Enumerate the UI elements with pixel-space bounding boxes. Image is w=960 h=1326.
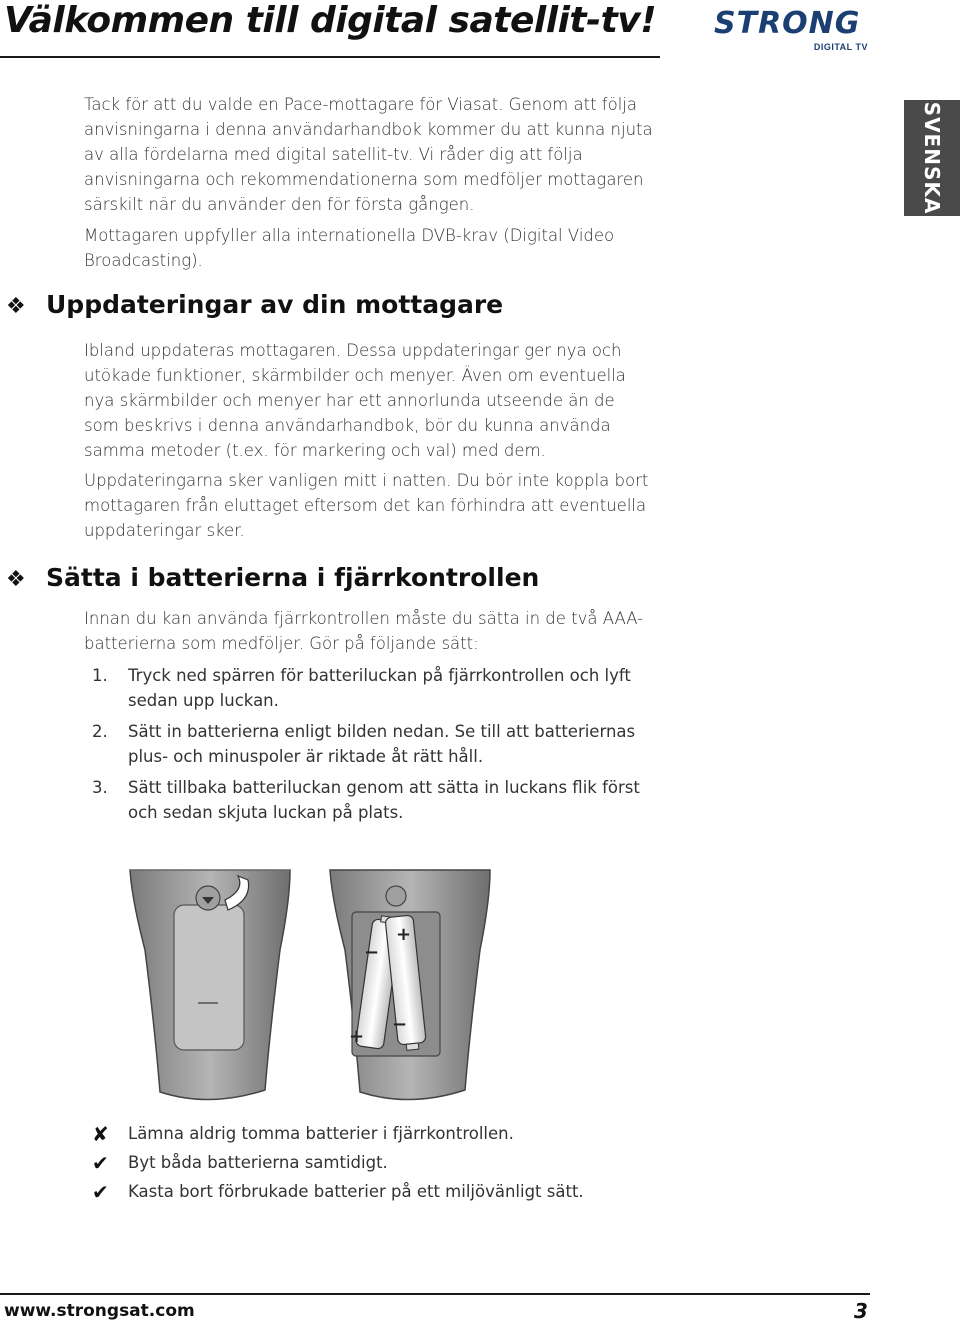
remote-open: [330, 870, 490, 1100]
list-item: [84, 719, 654, 769]
plus-sign: +: [349, 1026, 365, 1047]
tip-text: Kasta bort förbrukade batterier på ett miljövänligt sätt.: [128, 1182, 584, 1201]
step-text: Sätt tillbaka batteriluckan genom att sätta in luckans flik först och sedan skjuta luckan på plats.: [128, 778, 640, 822]
section-paragraph: Ibland uppdateras mottagaren. Dessa uppdateringar ger nya och utökade funktioner, skärmbilder och menyer. Även om eventuella nya skärmbilder och menyer har ett annorlunda utseende än de som beskrivs i denna användarhandbok, bör du kunna använda samma metoder (t.ex. för markering och val) med dem.: [84, 341, 626, 460]
section-batteries-intro: [84, 606, 654, 656]
step-number: 1.: [92, 666, 108, 685]
section-heading-text: Sätta i batterierna i fjärrkontrollen: [46, 563, 540, 592]
section-heading-batteries: [6, 563, 539, 592]
check-icon: ✔: [92, 1180, 109, 1204]
tip-text: Byt båda batterierna samtidigt.: [128, 1153, 388, 1172]
step-text: Sätt in batterierna enligt bilden nedan. Se till att batteriernas plus- och minuspoler är riktade åt rätt håll.: [128, 722, 636, 766]
battery-illustration: [120, 860, 580, 1110]
page-number: 3: [854, 1299, 868, 1323]
step-number: 3.: [92, 778, 108, 797]
intro-paragraph: Tack för att du valde en Pace-mottagare för Viasat. Genom att följa anvisningarna i denna användarhandbok kommer du att kunna njuta av alla fördelarna med digital satellit-tv. Vi råder dig att följa anvisningarna och rekommendationerna som medföljer mottagaren särskilt när du använder den för första gången.: [84, 95, 653, 214]
diamond-bullet-icon: ❖: [6, 294, 26, 319]
page-title: Välkommen till digital satellit-tv!: [4, 0, 657, 41]
minus-sign: −: [364, 942, 380, 963]
section-heading-text: Uppdateringar av din mottagare: [46, 290, 504, 319]
strong-logo: [714, 6, 874, 56]
language-tab: [904, 100, 960, 216]
plus-sign: +: [396, 924, 412, 945]
language-tab-label: SVENSKA: [920, 101, 944, 215]
section-paragraph: Innan du kan använda fjärrkontrollen måste du sätta in de två AAA-batterierna som medföljer. Gör på följande sätt:: [84, 609, 644, 653]
logo-wordmark: STRONG: [714, 6, 861, 41]
minus-sign: −: [392, 1014, 408, 1035]
intro-paragraph: Mottagaren uppfyller alla internationella DVB-krav (Digital Video Broadcasting).: [84, 226, 615, 270]
remote-closed: [130, 870, 290, 1100]
section-paragraph: Uppdateringarna sker vanligen mitt i natten. Du bör inte koppla bort mottagaren från eluttaget eftersom det kan förhindra att eventuella uppdateringar sker.: [84, 471, 649, 540]
steps-list: [84, 663, 654, 831]
tip-text: Lämna aldrig tomma batterier i fjärrkontrollen.: [128, 1124, 514, 1143]
logo-subtitle: DIGITAL TV: [813, 42, 868, 52]
footer-divider: [0, 1293, 870, 1295]
diamond-bullet-icon: ❖: [6, 567, 26, 592]
check-icon: ✔: [92, 1151, 109, 1175]
section-heading-updates: [6, 290, 503, 319]
battery-cover: [174, 905, 244, 1050]
section-updates-body: [84, 338, 654, 543]
step-number: 2.: [92, 722, 108, 741]
intro-text: [84, 92, 654, 273]
footer-url: www.strongsat.com: [4, 1301, 195, 1321]
cross-icon: ✘: [92, 1122, 109, 1146]
title-divider: [0, 56, 660, 58]
step-text: Tryck ned spärren för batteriluckan på fjärrkontrollen och lyft sedan upp luckan.: [128, 666, 631, 710]
list-item: [84, 663, 654, 713]
list-item: [84, 775, 654, 825]
